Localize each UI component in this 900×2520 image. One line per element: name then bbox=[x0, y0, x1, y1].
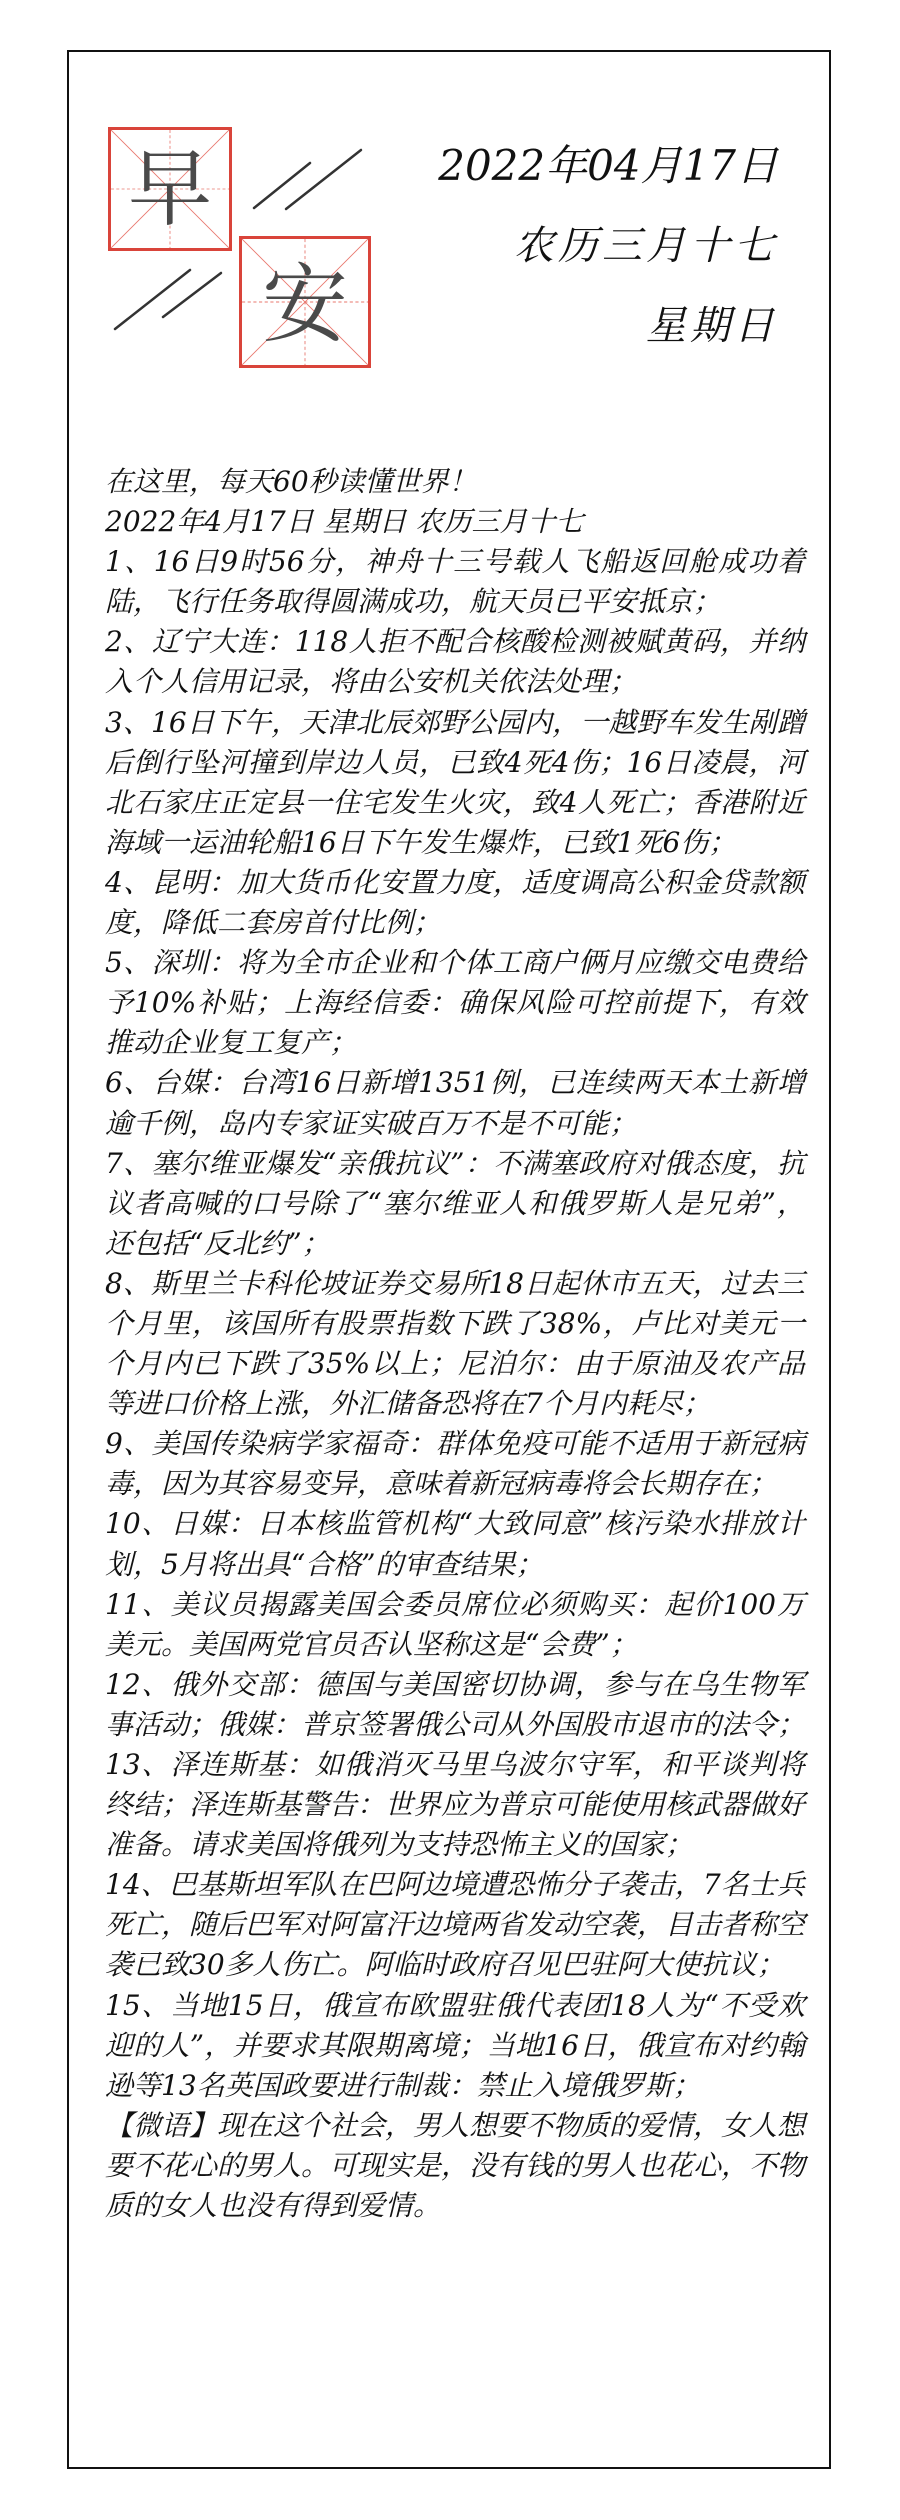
news-item: 5、深圳：将为全市企业和个体工商户俩月应缴交电费给予10%补贴；上海经信委：确保风险可控前提下，有效推动企业复工复产； bbox=[105, 946, 805, 1060]
news-item: 11、美议员揭露美国会委员席位必须购买：起价100万美元。美国两党官员否认坚称这是“会费”； bbox=[105, 1587, 805, 1661]
news-item: 1、16日9时56分，神舟十三号载人飞船返回舱成功着陆，飞行任务取得圆满成功，航天员已平安抵京； bbox=[105, 545, 805, 619]
news-item: 7、塞尔维亚爆发“亲俄抗议”：不满塞政府对俄态度，抗议者高喊的口号除了“塞尔维亚人和俄罗斯人是兄弟”，还包括“反北约”； bbox=[105, 1146, 805, 1260]
article-intro: 在这里，每天60秒读懂世界！ bbox=[105, 465, 477, 498]
news-item: 6、台媒：台湾16日新增1351例，已连续两天本土新增逾千例，岛内专家证实破百万不是不可能； bbox=[105, 1066, 805, 1140]
news-item: 10、日媒：日本核监管机构“大致同意”核污染水排放计划，5月将出具“合格”的审查结果； bbox=[105, 1507, 805, 1581]
gregorian-date: 2022年04月17日 bbox=[438, 141, 778, 190]
news-item: 14、巴基斯坦军队在巴阿边境遭恐怖分子袭击，7名士兵死亡，随后巴军对阿富汗边境两省发动空袭，目击者称空袭已致30多人伤亡。阿临时政府召见巴驻阿大使抗议； bbox=[105, 1868, 806, 1982]
news-article bbox=[105, 462, 805, 2226]
news-item: 2、辽宁大连：118人拒不配合核酸检测被赋黄码，并纳入个人信用记录，将由公安机关依法处理； bbox=[105, 625, 805, 699]
date-header bbox=[438, 138, 778, 378]
greeting-box-an bbox=[239, 236, 371, 368]
news-item: 12、俄外交部：德国与美国密切协调，参与在乌生物军事活动；俄媒：普京签署俄公司从外国股市退市的法令； bbox=[105, 1667, 806, 1741]
news-item: 3、16日下午，天津北辰郊野公园内，一越野车发生剐蹭后倒行坠河撞到岸边人员，已致4死4伤；16日凌晨，河北石家庄正定县一住宅发生火灾，致4人死亡；香港附近海域一运油轮船16日下午发生爆炸，已致1死6伤； bbox=[105, 705, 805, 859]
greeting-box-zao bbox=[108, 127, 232, 251]
article-date-line: 2022年4月17日 星期日 农历三月十七 bbox=[105, 505, 584, 539]
lunar-date: 农历三月十七 bbox=[514, 223, 778, 269]
weekday: 星期日 bbox=[646, 303, 778, 349]
news-item: 9、美国传染病学家福奇：群体免疫可能不适用于新冠病毒，因为其容易变异，意味着新冠病毒将会长期存在； bbox=[105, 1427, 805, 1501]
news-item: 13、泽连斯基：如俄消灭马里乌波尔守军，和平谈判将终结；泽连斯基警告：世界应为普京可能使用核武器做好准备。请求美国将俄列为支持恐怖主义的国家； bbox=[105, 1748, 806, 1862]
news-item: 8、斯里兰卡科伦坡证券交易所18日起休市五天，过去三个月里，该国所有股票指数下跌了38%，卢比对美元一个月内已下跌了35%以上；尼泊尔：由于原油及农产品等进口价格上涨，外汇储备恐将在7个月内耗尽； bbox=[105, 1266, 805, 1421]
micro-quote: 【微语】现在这个社会，男人想要不物质的爱情，女人想要不花心的男人。可现实是，没有钱的男人也花心，不物质的女人也没有得到爱情。 bbox=[105, 2108, 806, 2223]
greeting-char-zao: 早 bbox=[127, 140, 212, 238]
news-item: 4、昆明：加大货币化安置力度，适度调高公积金贷款额度，降低二套房首付比例； bbox=[105, 865, 805, 940]
greeting-char-an: 安 bbox=[262, 255, 348, 355]
news-item: 15、当地15日，俄宣布欧盟驻俄代表团18人为“不受欢迎的人”，并要求其限期离境；当地16日，俄宣布对约翰逊等13名英国政要进行制裁：禁止入境俄罗斯； bbox=[105, 1988, 805, 2102]
